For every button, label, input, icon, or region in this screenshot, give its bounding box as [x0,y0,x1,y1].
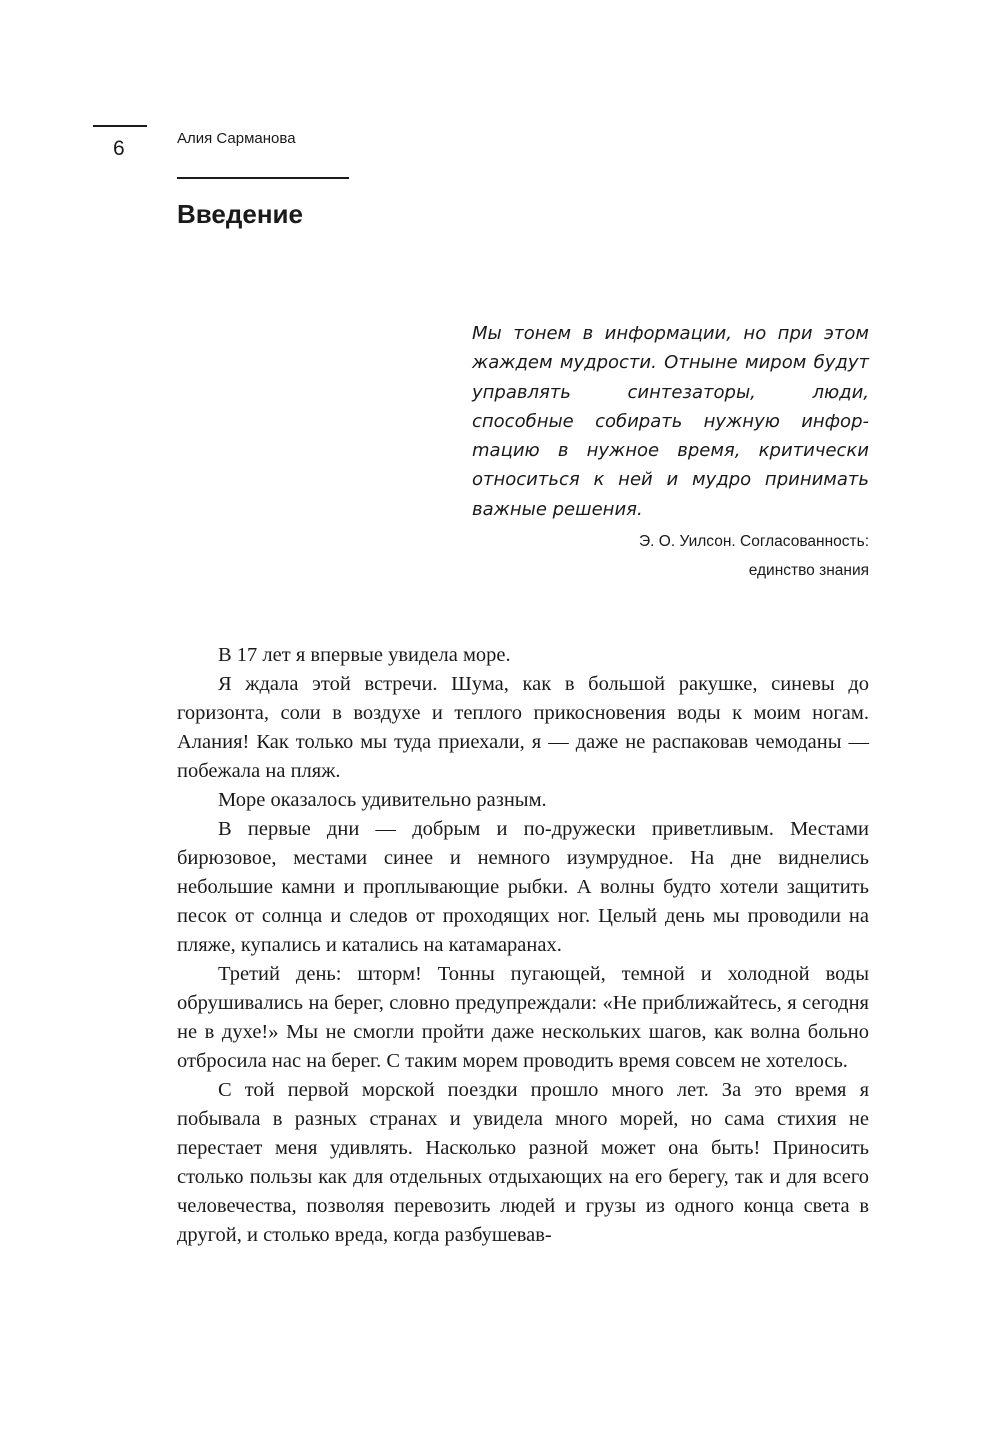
page-number-rule [93,125,147,127]
epigraph [472,319,869,585]
epigraph-quote: Мы тонем в информации, но при этом жаждем мудрости. Отныне миром будут управлять синтезаторы, люди, способные собирать нужную инфорmацию в нужное время, критически относиться к ней и мудро принимать важные решения. [472,323,869,520]
chapter-title: Введение [177,199,303,229]
body-paragraph: В первые дни — добрым и по-дружески приветливым. Местами бирюзовое, местами синее и немного изумрудное. На дне виднелись небольшие камни и проплывающие рыбки. А волны будто хотели защитить песок от солнца и следов от проходящих ног. Целый день мы проводили на пляже, купались и катались на катамаранах. [177,818,869,956]
body-paragraph: С той первой морской поездки прошло много лет. За это время я побывала в разных странах и увидела много морей, но сама стихия не перестает меня удивлять. Насколько разной может она быть! Приносить столько пользы как для отдельных отдыхающих на его берегу, так и для всего человечества, позволяя перевозить людей и грузы из одного конца света в другой, и столько вреда, когда разбушевав- [177,1079,869,1246]
body-paragraph: Я ждала этой встречи. Шума, как в большой ракушке, синевы до горизонта, соли в воздухе и теплого прикосновения воды к моим ногам. Алания! Как только мы туда приехали, я — даже не распаковав чемоданы — побежала на пляж. [177,673,869,782]
body-paragraph: Третий день: шторм! Тонны пугающей, темной и холодной воды обрушивались на берег, словно предупреждали: «Не приближайтесь, я сегодня не в духе!» Мы не смогли пройти даже нескольких шагов, как волна больно отбросила нас на берег. С таким морем проводить время совсем не хотелось. [177,963,869,1072]
body-paragraph: В 17 лет я впервые увидела море. [218,644,511,666]
page-number: 6 [113,137,125,160]
epigraph-source-line-1: Э. О. Уилсон. Согласованность: [639,533,869,551]
running-head-author: Алия Сарманова [177,130,296,147]
body-text [177,641,869,1250]
epigraph-source-line-2: единство знания [748,562,869,580]
epigraph-source [472,527,869,585]
chapter-title-rule [177,177,349,179]
body-paragraph: Море оказалось удивительно разным. [218,789,547,811]
